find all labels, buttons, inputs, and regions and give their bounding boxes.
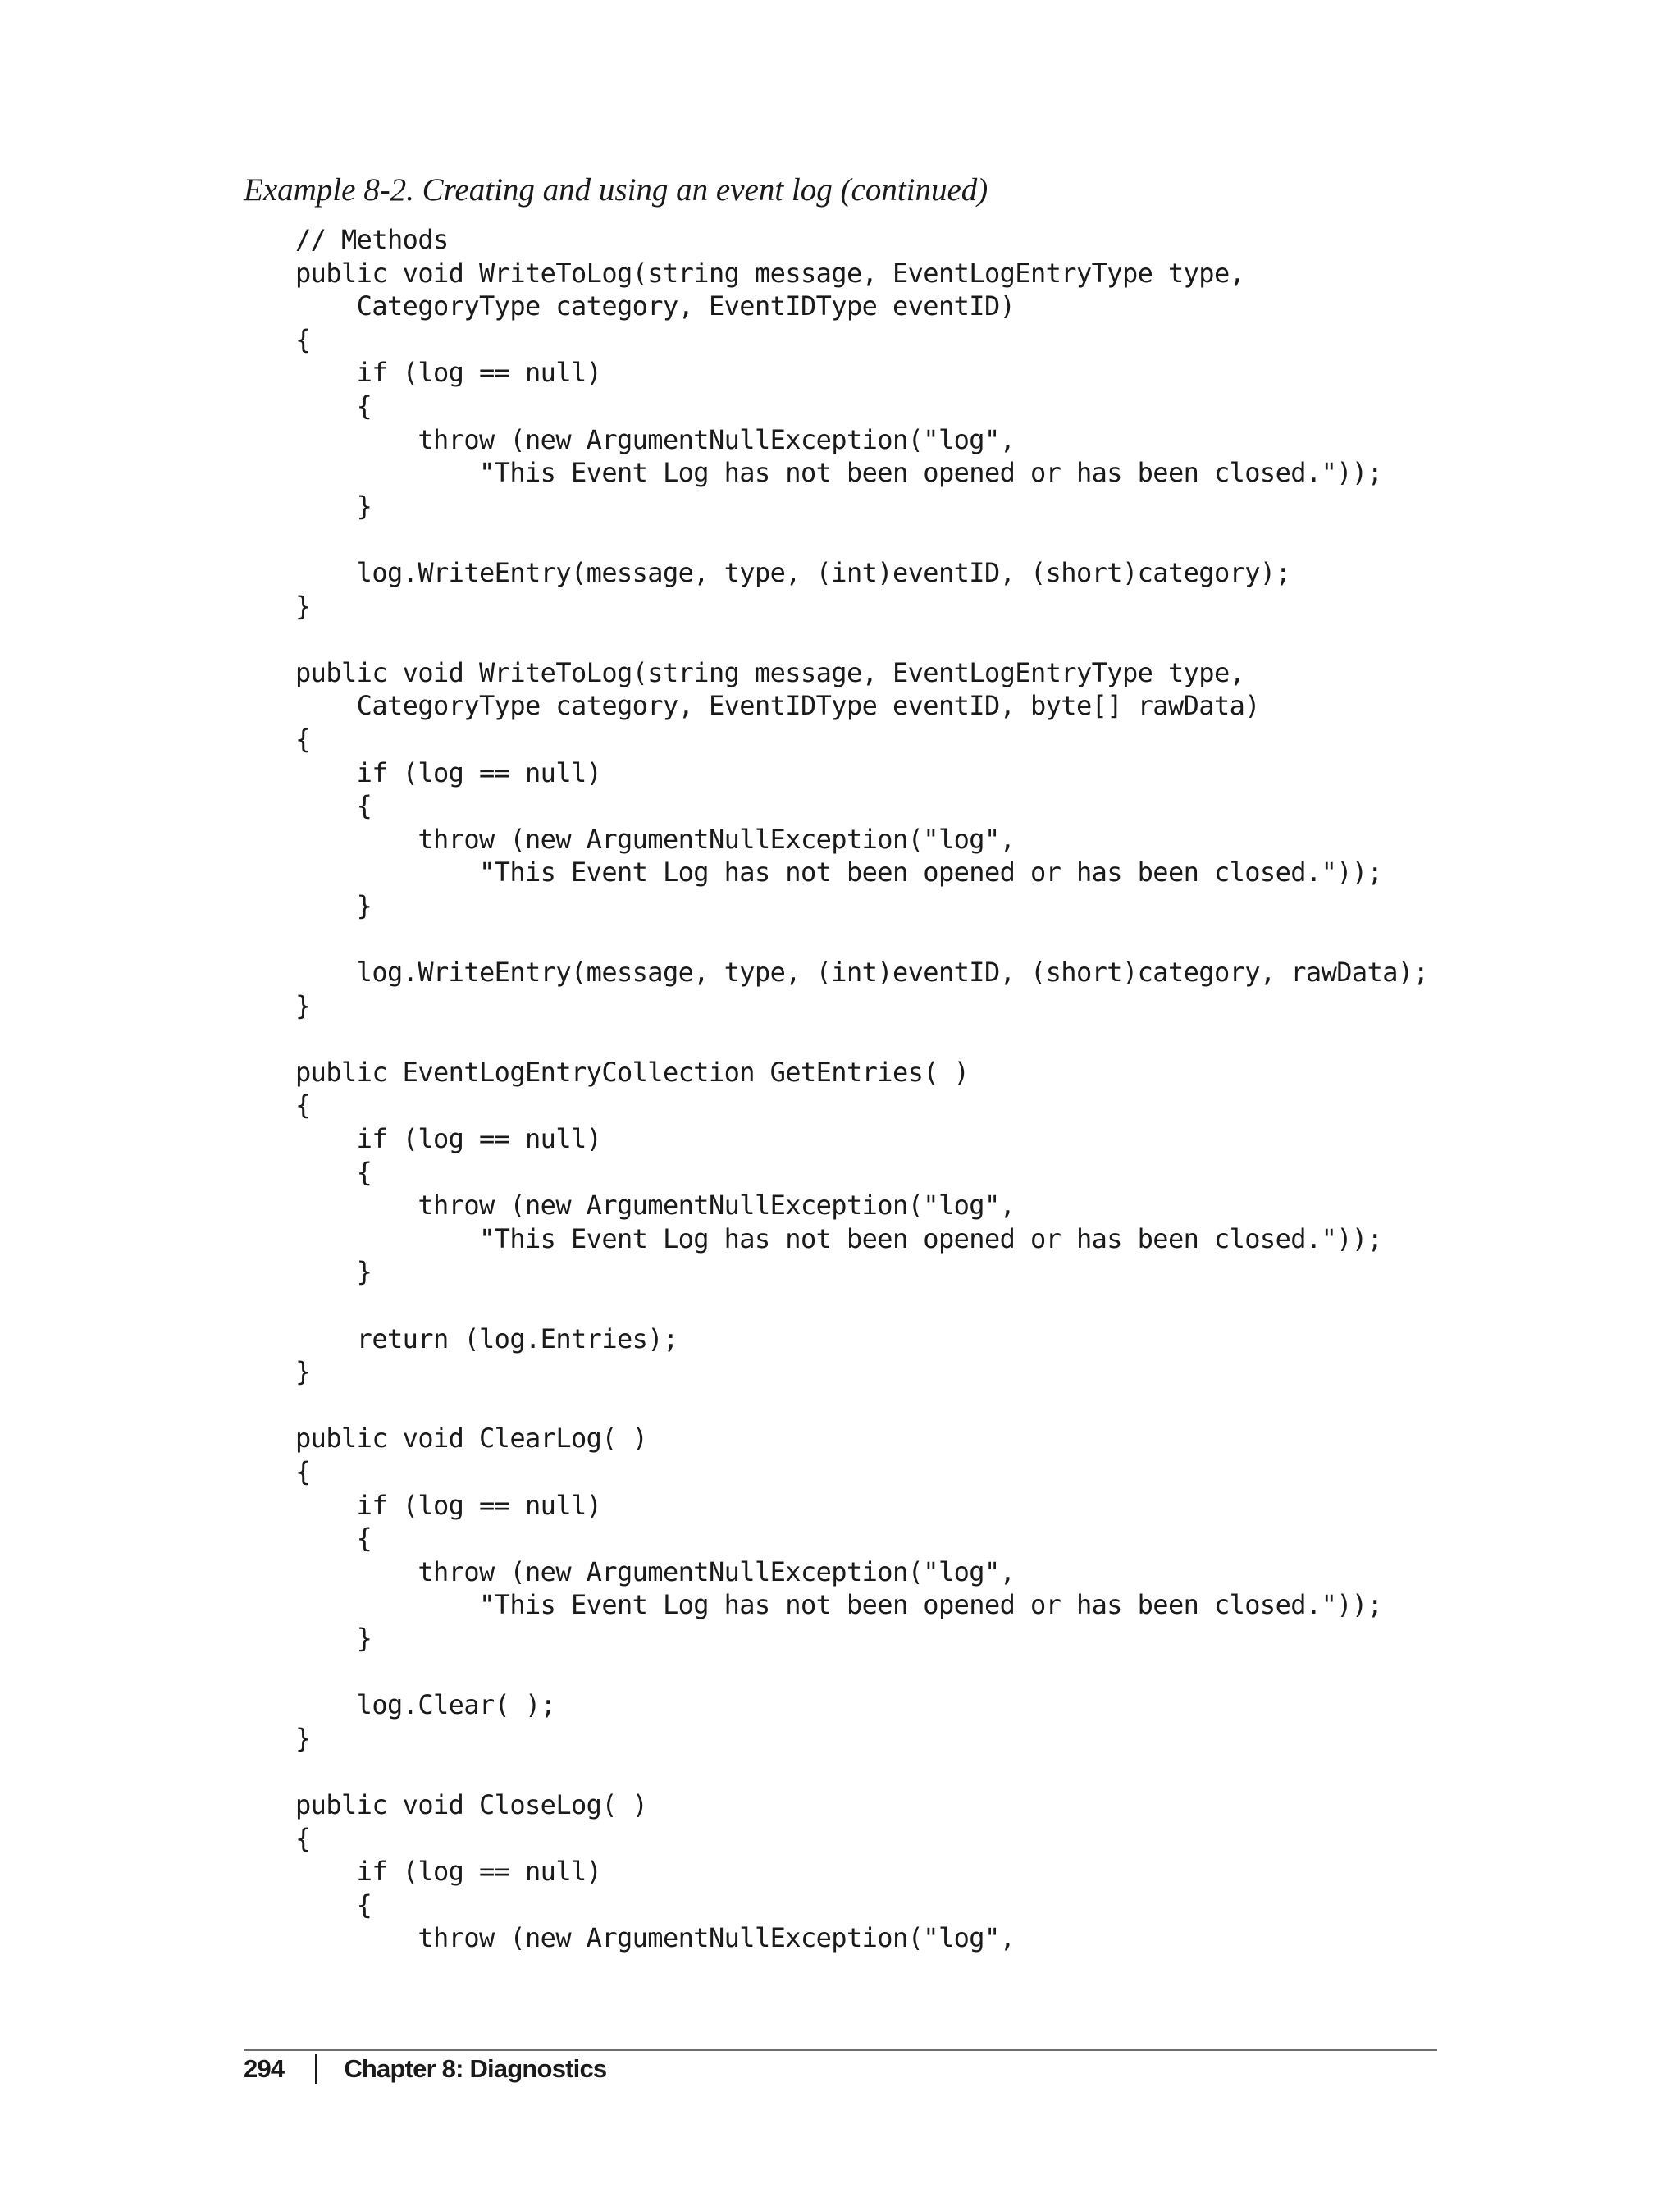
code-line: } xyxy=(295,1722,311,1754)
code-line xyxy=(295,623,1428,656)
code-line: log.Clear( ); xyxy=(295,1689,556,1721)
code-line: if (log == null) xyxy=(295,357,602,389)
page-footer xyxy=(244,2053,606,2085)
code-line: throw (new ArgumentNullException("log", xyxy=(295,423,1016,455)
code-line: CategoryType category, EventIDType eventID, byte[] rawData) xyxy=(295,690,1260,722)
code-line: { xyxy=(295,390,372,422)
code-line: { xyxy=(295,1455,311,1487)
code-line xyxy=(295,1289,1428,1322)
code-line: } xyxy=(295,889,372,921)
code-line: CategoryType category, EventIDType eventID) xyxy=(295,290,1016,322)
code-line: public void WriteToLog(string message, EventLogEntryType type, xyxy=(295,257,1245,289)
code-line: } xyxy=(295,1256,372,1288)
code-line: "This Event Log has not been opened or has been closed.")); xyxy=(295,1589,1383,1621)
code-line: log.WriteEntry(message, type, (int)eventID, (short)category); xyxy=(295,556,1291,588)
code-line xyxy=(295,922,1428,956)
code-line: { xyxy=(295,1156,372,1188)
code-line: } xyxy=(295,590,311,622)
code-line: return (log.Entries); xyxy=(295,1322,678,1354)
code-line: { xyxy=(295,723,311,755)
code-line xyxy=(295,523,1428,556)
code-line: { xyxy=(295,323,311,355)
code-line xyxy=(295,1022,1428,1056)
code-line: } xyxy=(295,1356,311,1388)
footer-rule xyxy=(244,2049,1437,2051)
code-line: public void WriteToLog(string message, EventLogEntryType type, xyxy=(295,656,1245,688)
page-number: 294 xyxy=(244,2054,285,2083)
code-line: log.WriteEntry(message, type, (int)eventID, (short)category, rawData); xyxy=(295,957,1429,989)
code-line xyxy=(295,1389,1428,1423)
code-line: public EventLogEntryCollection GetEntries( ) xyxy=(295,1056,970,1088)
code-line xyxy=(295,1656,1428,1689)
code-line: { xyxy=(295,1889,372,1921)
code-line: { xyxy=(295,1523,372,1555)
footer-separator xyxy=(315,2054,317,2084)
code-line: throw (new ArgumentNullException("log", xyxy=(295,1922,1016,1954)
code-line: if (log == null) xyxy=(295,1123,602,1155)
code-line: throw (new ArgumentNullException("log", xyxy=(295,1555,1016,1587)
code-line: "This Event Log has not been opened or has been closed.")); xyxy=(295,856,1383,888)
code-line: } xyxy=(295,989,311,1021)
code-line: // Methods xyxy=(295,224,449,255)
code-line: "This Event Log has not been opened or has been closed.")); xyxy=(295,457,1383,489)
code-line: throw (new ArgumentNullException("log", xyxy=(295,823,1016,855)
code-line: if (log == null) xyxy=(295,1489,602,1521)
code-line: public void CloseLog( ) xyxy=(295,1788,648,1820)
code-line xyxy=(295,1755,1428,1788)
code-line: } xyxy=(295,1622,372,1654)
code-line: if (log == null) xyxy=(295,1856,602,1888)
code-line: throw (new ArgumentNullException("log", xyxy=(295,1190,1016,1222)
code-line: { xyxy=(295,790,372,822)
chapter-title: Chapter 8: Diagnostics xyxy=(344,2054,607,2083)
example-caption: Example 8-2. Creating and using an event log (continued) xyxy=(244,172,988,208)
code-line: { xyxy=(295,1822,311,1854)
code-listing xyxy=(295,223,1428,1955)
code-line: "This Event Log has not been opened or has been closed.")); xyxy=(295,1222,1383,1254)
code-line: if (log == null) xyxy=(295,756,602,788)
code-line: { xyxy=(295,1089,311,1121)
code-line: public void ClearLog( ) xyxy=(295,1423,648,1455)
code-line: } xyxy=(295,490,372,522)
